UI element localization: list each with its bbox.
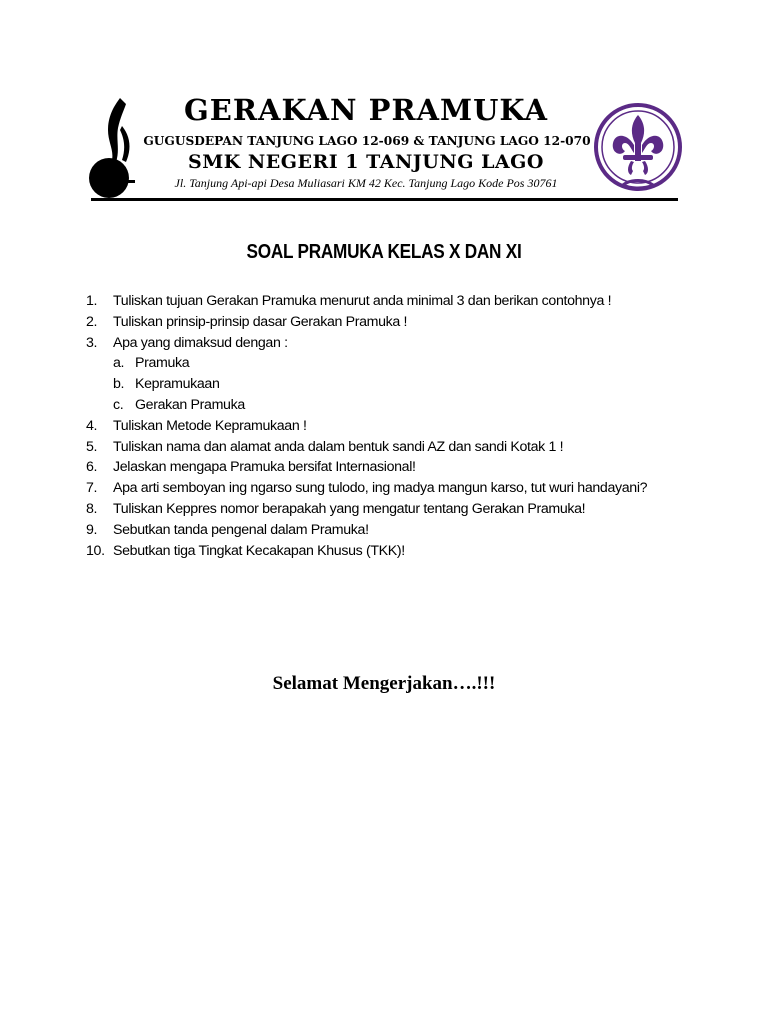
school-address: Jl. Tanjung Api-api Desa Muliasari KM 42 Kec. Tanjung Lago Kode Pos 30761 (174, 176, 558, 190)
question-text: Tuliskan Keppres nomor berapakah yang mengatur tentang Gerakan Pramuka! (113, 500, 586, 517)
question-number: 6. (86, 459, 98, 476)
sub-item-text: Pramuka (135, 355, 190, 372)
question-item (86, 416, 678, 437)
question-text: Tuliskan Metode Kepramukaan ! (113, 417, 307, 434)
question-text: Tuliskan prinsip-prinsip dasar Gerakan Pramuka ! (113, 313, 408, 330)
closing-message: Selamat Mengerjakan….!!! (272, 673, 496, 694)
question-number: 3. (86, 334, 98, 351)
question-text: Tuliskan tujuan Gerakan Pramuka menurut anda minimal 3 dan berikan contohnya ! (113, 293, 612, 309)
sub-item (86, 395, 678, 416)
sub-item-letter: c. (113, 396, 124, 413)
question-item (86, 499, 678, 520)
question-text: Sebutkan tanda pengenal dalam Pramuka! (113, 521, 369, 538)
question-text: Jelaskan mengapa Pramuka bersifat Internasional! (113, 459, 416, 476)
question-number: 2. (86, 313, 98, 330)
question-list (86, 291, 678, 561)
question-number: 4. (86, 417, 98, 434)
question-item (86, 457, 678, 478)
sub-item (86, 353, 678, 374)
document-title: SOAL PRAMUKA KELAS X DAN XI (246, 241, 522, 263)
question-item (86, 437, 678, 458)
tunas-kelapa-logo-icon (86, 96, 136, 202)
question-item (86, 291, 678, 312)
letterhead (0, 0, 768, 210)
question-text: Apa yang dimaksud dengan : (113, 334, 288, 351)
question-item (86, 312, 678, 333)
question-text: Apa arti semboyan ing ngarso sung tulodo, ing madya mangun karso, tut wuri handayani? (113, 480, 648, 497)
sub-item-letter: b. (113, 376, 125, 393)
question-number: 1. (86, 293, 98, 309)
scout-fleur-de-lis-emblem-icon (593, 101, 683, 197)
question-number: 10. (86, 542, 105, 559)
sub-item-text: Kepramukaan (135, 376, 220, 393)
sub-item-letter: a. (113, 355, 125, 372)
letterhead-divider (91, 198, 678, 201)
school-name: SMK NEGERI 1 TANJUNG LAGO (188, 151, 544, 173)
question-number: 5. (86, 438, 98, 455)
question-text: Sebutkan tiga Tingkat Kecakapan Khusus (TKK)! (113, 542, 405, 559)
question-item (86, 333, 678, 354)
organization-title: GERAKAN PRAMUKA (184, 93, 548, 127)
sub-item-text: Gerakan Pramuka (135, 396, 245, 413)
question-text: Tuliskan nama dan alamat anda dalam bentuk sandi AZ dan sandi Kotak 1 ! (113, 438, 564, 455)
question-number: 7. (86, 480, 98, 497)
question-number: 8. (86, 500, 98, 517)
question-item (86, 541, 678, 562)
question-item (86, 478, 678, 499)
question-item (86, 520, 678, 541)
gugusdepan-subtitle: GUGUSDEPAN TANJUNG LAGO 12-069 & TANJUNG LAGO 12-070 (143, 134, 591, 148)
question-number: 9. (86, 521, 98, 538)
sub-item (86, 374, 678, 395)
